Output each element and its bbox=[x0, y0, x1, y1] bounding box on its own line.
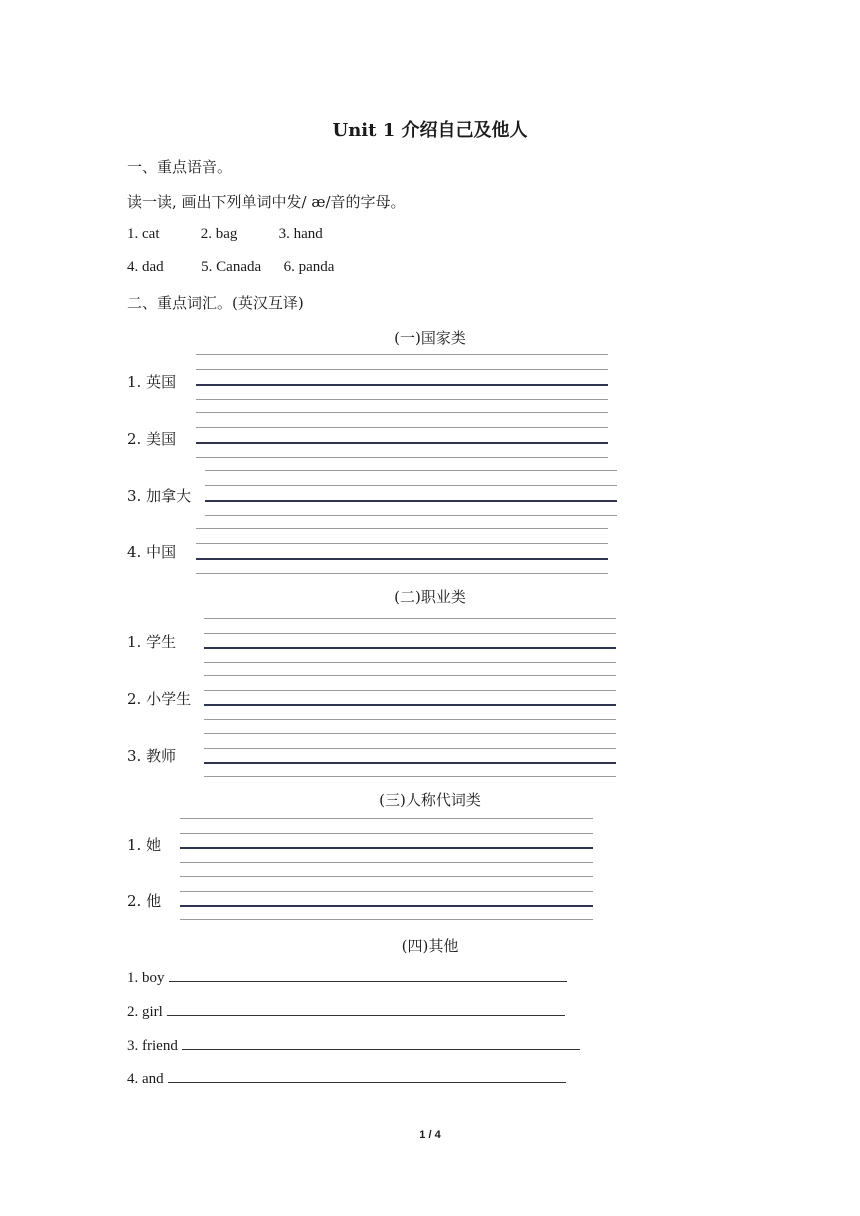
section-2-heading: 二、重点词汇。(英汉互译) bbox=[127, 294, 304, 312]
vocab-item-friend bbox=[127, 1037, 580, 1055]
vocab-item-boy bbox=[127, 969, 567, 987]
category-title-occupations: (二)职业类 bbox=[394, 588, 466, 606]
vocab-item-and bbox=[127, 1070, 566, 1088]
vocab-item-label: 2. 他 bbox=[127, 892, 162, 910]
vocab-item-label: 1. 学生 bbox=[127, 633, 177, 651]
vocab-item-label: 1. 她 bbox=[127, 836, 162, 854]
vocab-item-label: 3. 教师 bbox=[127, 747, 177, 765]
answer-blank[interactable] bbox=[168, 1070, 566, 1083]
category-title-pronouns: (三)人称代词类 bbox=[379, 791, 481, 809]
vocab-item-label: 4. 中国 bbox=[127, 543, 177, 561]
phonics-words-row-2: 4. dad 5. Canada 6. panda bbox=[127, 259, 335, 275]
phonics-instruction: 读一读, 画出下列单词中发/ æ/音的字母。 bbox=[127, 193, 406, 211]
vocab-item-girl bbox=[127, 1003, 565, 1021]
category-title-countries: (一)国家类 bbox=[394, 329, 466, 347]
vocab-item-label: 3. 加拿大 bbox=[127, 487, 192, 505]
phonics-words-row-1: 1. cat 2. bag 3. hand bbox=[127, 226, 323, 242]
answer-blank[interactable] bbox=[182, 1037, 580, 1050]
page-title: Unit 1 介绍自己及他人 bbox=[332, 120, 528, 141]
vocab-word: 1. boy bbox=[127, 970, 165, 986]
category-title-others: (四)其他 bbox=[401, 937, 459, 955]
vocab-item-label: 2. 美国 bbox=[127, 430, 177, 448]
vocab-item-label: 1. 英国 bbox=[127, 373, 177, 391]
vocab-word: 2. girl bbox=[127, 1004, 163, 1020]
vocab-word: 4. and bbox=[127, 1071, 164, 1087]
vocab-word: 3. friend bbox=[127, 1038, 178, 1054]
answer-blank[interactable] bbox=[167, 1003, 565, 1016]
section-1-heading: 一、重点语音。 bbox=[127, 158, 233, 176]
vocab-item-label: 2. 小学生 bbox=[127, 690, 192, 708]
page-number: 1 / 4 bbox=[419, 1129, 441, 1141]
answer-blank[interactable] bbox=[169, 969, 567, 982]
